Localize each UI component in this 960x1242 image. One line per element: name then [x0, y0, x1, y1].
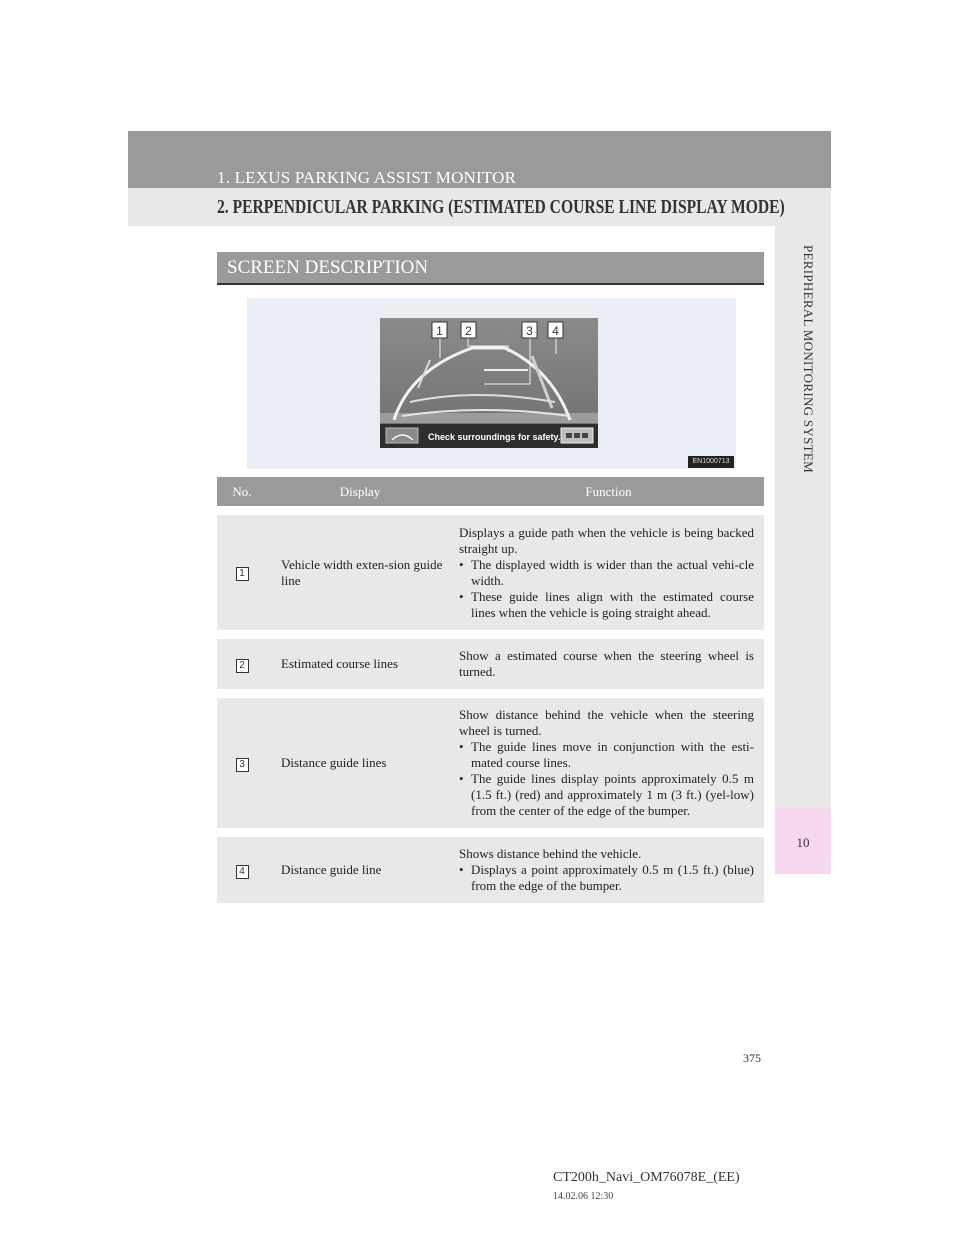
display-cell: Distance guide lines [267, 698, 453, 828]
function-cell [453, 639, 764, 689]
parking-mode-button[interactable] [561, 428, 593, 443]
box-title: SCREEN DESCRIPTION [227, 257, 429, 278]
display-cell: Vehicle width exten-sion guide line [267, 515, 453, 630]
footer-timestamp: 14.02.06 12:30 [553, 1191, 614, 1202]
bullet-item: • The guide lines move in conjunction with the esti-mated course lines. [459, 739, 754, 771]
svg-text:1: 1 [436, 324, 443, 338]
function-cell [453, 837, 764, 903]
row-number-badge: 1 [236, 567, 249, 581]
row-number-badge: 3 [236, 758, 249, 772]
function-bullets [459, 557, 754, 621]
column-header-function: Function [453, 477, 764, 506]
footer-document-id: CT200h_Navi_OM76078E_(EE) [553, 1170, 740, 1185]
function-intro: Show distance behind the vehicle when the steering wheel is turned. [459, 707, 754, 738]
callout-3 [522, 322, 537, 338]
subsection-title: 2. PERPENDICULAR PARKING (ESTIMATED COURSE LINE DISPLAY MODE) [217, 196, 785, 218]
function-bullets [459, 862, 754, 894]
section-title: 1. LEXUS PARKING ASSIST MONITOR [217, 168, 517, 187]
svg-text:3: 3 [526, 324, 533, 338]
table-row [217, 639, 764, 689]
bullet-item: • These guide lines align with the estimated course lines when the vehicle is going straight ahead. [459, 589, 754, 621]
column-header-no: No. [217, 477, 267, 506]
table-row [217, 837, 764, 903]
chapter-number: 10 [796, 835, 810, 850]
illustration-code: EN1000713 [688, 456, 734, 468]
screen-description-table [217, 477, 764, 903]
box-header [217, 252, 764, 285]
camera-view-button[interactable] [386, 428, 418, 443]
page-number: 375 [743, 1051, 761, 1065]
safety-message: Check surroundings for safety. [428, 432, 561, 442]
bullet-item: • The guide lines display points approximately 0.5 m (1.5 ft.) (red) and approximately 1 m (3 ft.) (yel-low) from the center of the edge of the bumper. [459, 771, 754, 819]
function-intro: Shows distance behind the vehicle. [459, 846, 642, 861]
svg-text:4: 4 [552, 324, 559, 338]
monitor-screen-illustration [380, 318, 598, 448]
display-cell: Estimated course lines [267, 639, 453, 689]
callout-4 [548, 322, 563, 338]
svg-text:2: 2 [465, 324, 472, 338]
bullet-item: • Displays a point approximately 0.5 m (1.5 ft.) (blue) from the edge of the bumper. [459, 862, 754, 894]
function-bullets [459, 739, 754, 819]
table-row [217, 515, 764, 630]
table-row [217, 698, 764, 828]
function-intro: Show a estimated course when the steering wheel is turned. [459, 648, 754, 679]
column-header-display: Display [267, 477, 453, 506]
table-header-row [217, 477, 764, 506]
display-cell: Distance guide line [267, 837, 453, 903]
side-tab-label: PERIPHERAL MONITORING SYSTEM [801, 245, 816, 473]
callout-2 [461, 322, 476, 338]
function-cell [453, 698, 764, 828]
row-number-badge: 4 [236, 865, 249, 879]
function-cell [453, 515, 764, 630]
bullet-item: • The displayed width is wider than the actual vehi-cle width. [459, 557, 754, 589]
callout-1 [432, 322, 447, 338]
function-intro: Displays a guide path when the vehicle is being backed straight up. [459, 524, 754, 556]
row-number-badge: 2 [236, 659, 249, 673]
